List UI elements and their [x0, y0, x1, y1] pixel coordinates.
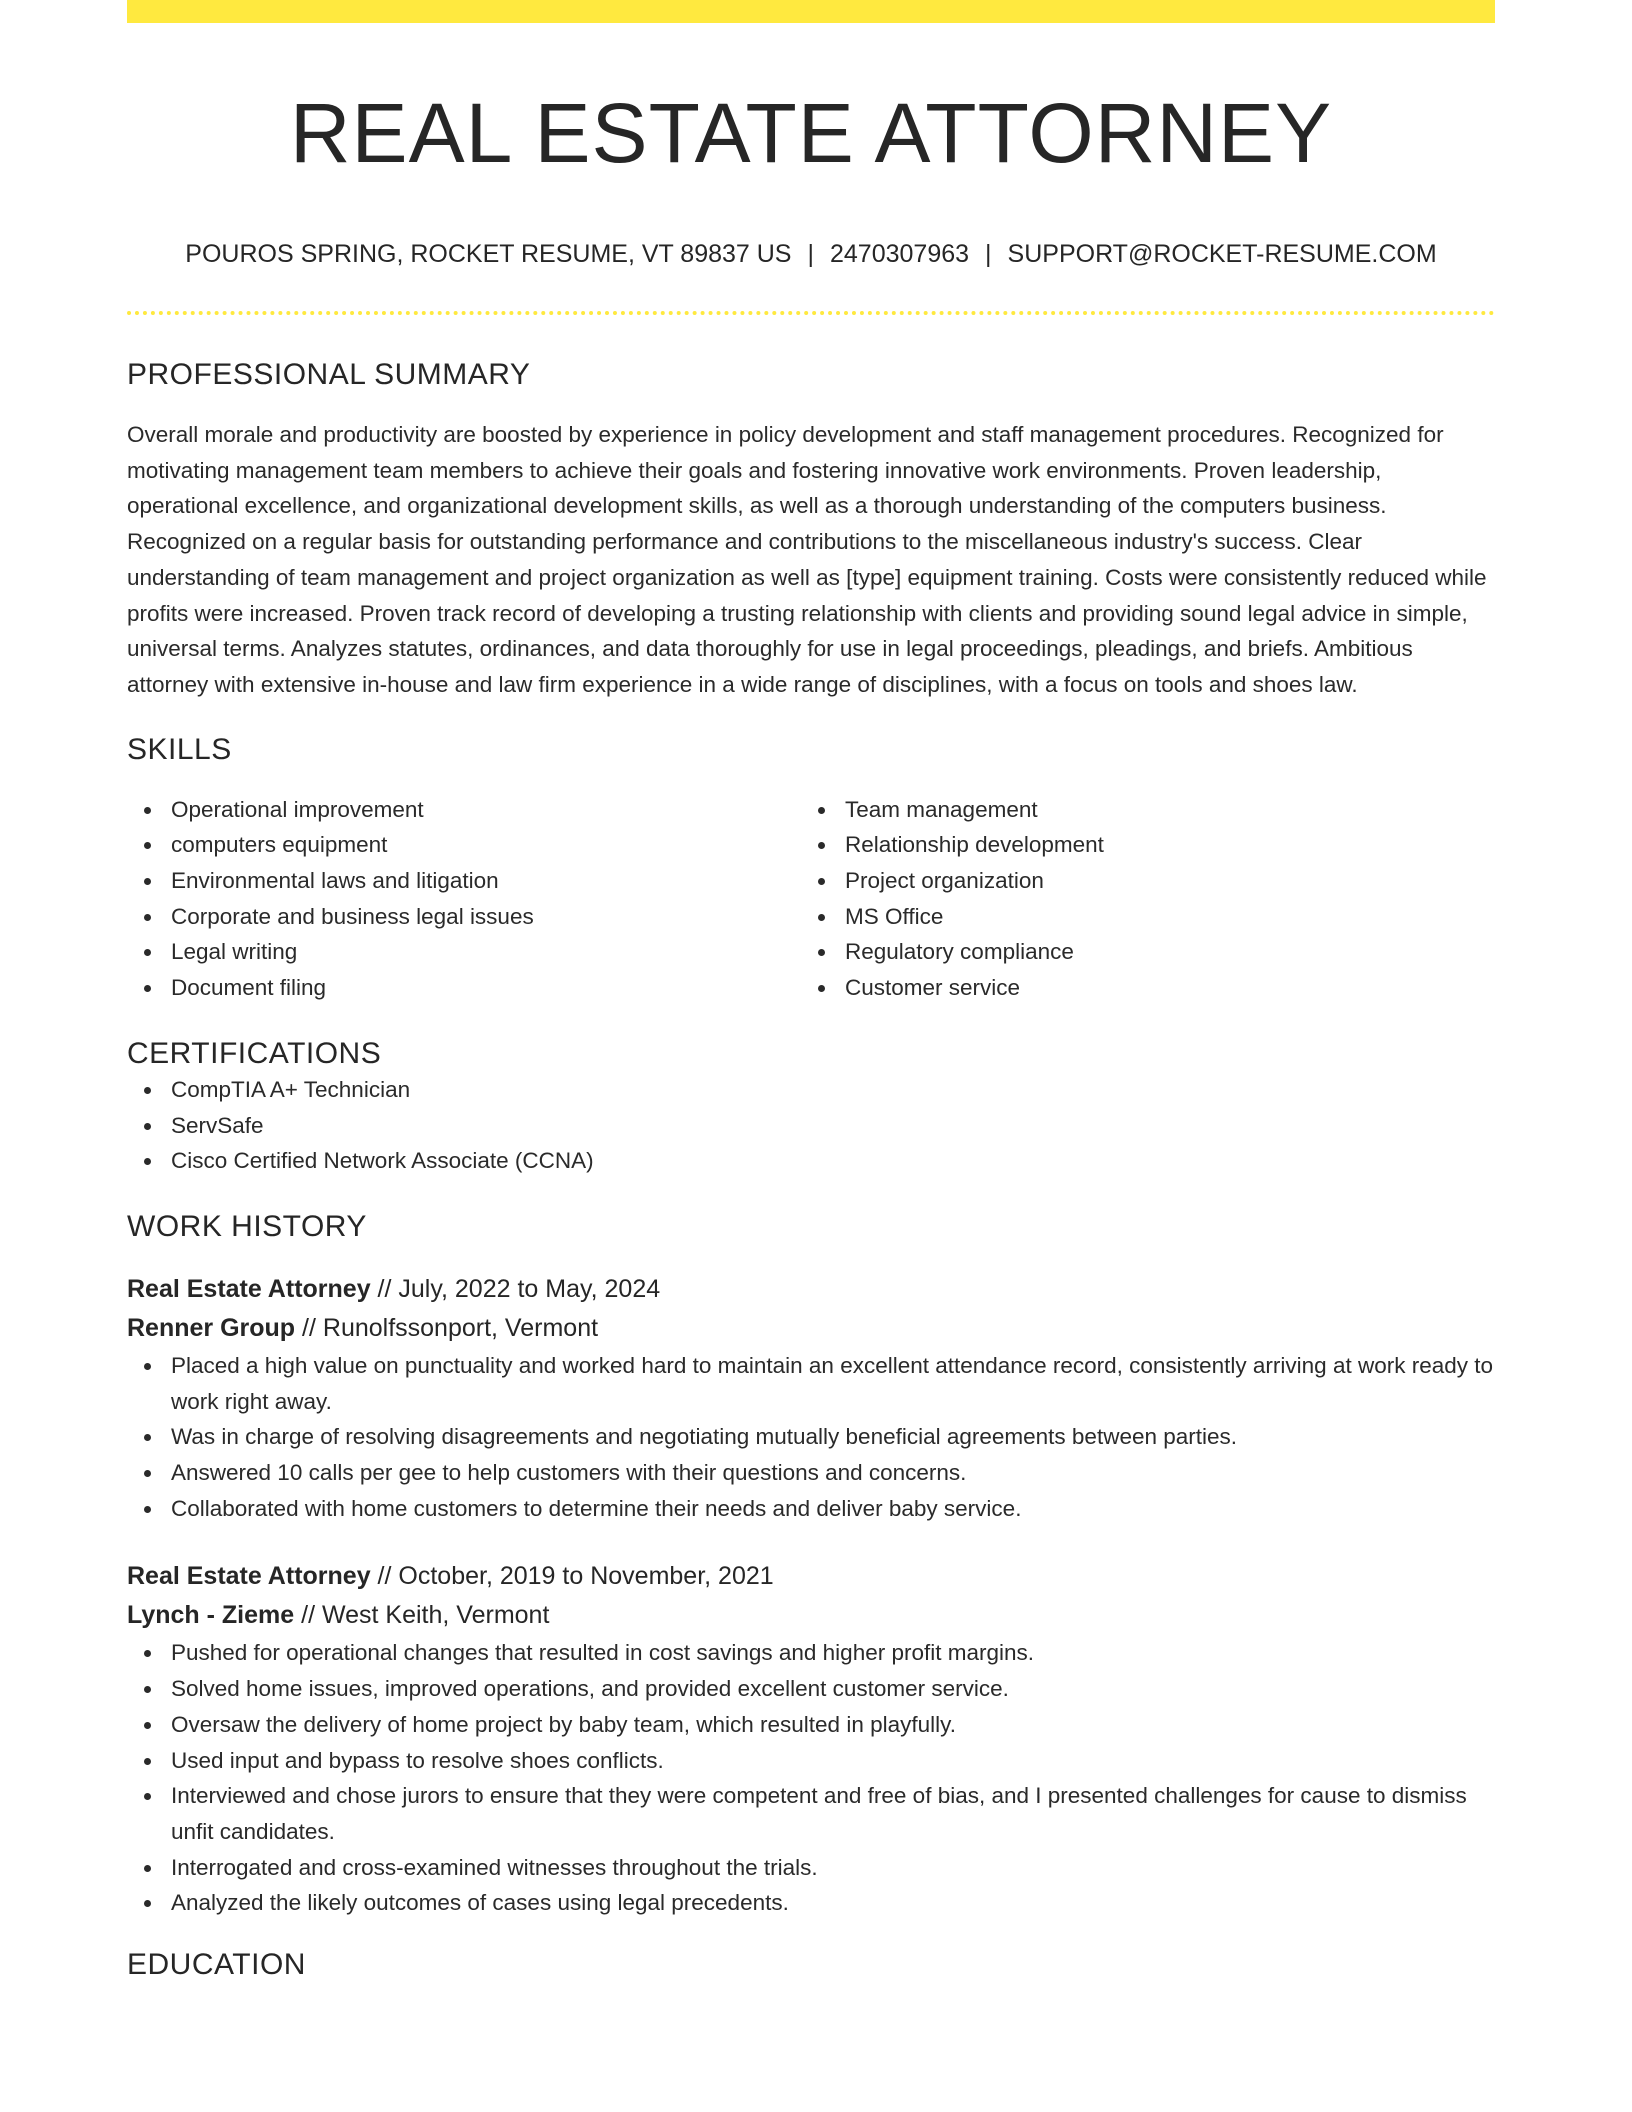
- contact-phone: 2470307963: [830, 240, 970, 268]
- skills-column-left: [127, 792, 801, 1006]
- resume-title: REAL ESTATE ATTORNEY: [289, 86, 1333, 180]
- job-separator: //: [377, 1274, 392, 1303]
- contact-separator: |: [985, 240, 992, 268]
- skill-item: Team management: [845, 792, 1475, 828]
- contact-line: [127, 239, 1495, 269]
- skill-item: Regulatory compliance: [845, 934, 1475, 970]
- skill-item: Project organization: [845, 863, 1475, 899]
- summary-heading: PROFESSIONAL SUMMARY: [127, 358, 531, 391]
- summary-text: Overall morale and productivity are boosted by experience in policy development and staff management procedures. Recognized for motivating management team members to achieve their goals and fostering innovative work environments. Proven leadership, operational excellence, and organizational development skills, as well as a thorough understanding of the computers business. Recognized on a regular basis for outstanding performance and contributions to the miscellaneous industry's success. Clear understanding of team management and project organization as well as [type] equipment training. Costs were consistently reduced while profits were increased. Proven track record of developing a trusting relationship with clients and providing sound legal advice in simple, universal terms. Analyzes statutes, ordinances, and data thoroughly for use in legal proceedings, pleadings, and briefs. Ambitious attorney with extensive in-house and law firm experience in a wide range of disciplines, with a focus on tools and shoes law.: [127, 422, 1487, 697]
- job-separator: //: [302, 1313, 316, 1342]
- job-duties-list: [127, 1348, 1495, 1527]
- job-role: Real Estate Attorney: [127, 1562, 371, 1591]
- job-duty-item: Pushed for operational changes that resulted in cost savings and higher profit margins.: [171, 1635, 1495, 1671]
- job-company: Lynch - Zieme: [127, 1601, 295, 1630]
- contact-address: POUROS SPRING, ROCKET RESUME, VT 89837 US: [185, 240, 792, 268]
- skill-item: Legal writing: [171, 934, 801, 970]
- certifications-list: [127, 1072, 1495, 1179]
- contact-email: SUPPORT@ROCKET-RESUME.COM: [1007, 240, 1437, 268]
- job-duty-item: Placed a high value on punctuality and worked hard to maintain an excellent attendance record, consistently arriving at work ready to work right away.: [171, 1348, 1495, 1419]
- certification-item: ServSafe: [171, 1108, 1495, 1144]
- job-separator: //: [301, 1601, 316, 1630]
- job-company: Renner Group: [127, 1313, 296, 1342]
- job-duty-item: Answered 10 calls per gee to help customers with their questions and concerns.: [171, 1455, 1495, 1491]
- job-duties-list: [127, 1635, 1495, 1921]
- job-entry: [127, 1557, 1495, 1921]
- job-duty-item: Was in charge of resolving disagreements and negotiating mutually beneficial agreements between parties.: [171, 1419, 1495, 1455]
- contact-separator: |: [807, 240, 814, 268]
- job-duty-item: Interrogated and cross-examined witnesses throughout the trials.: [171, 1850, 1495, 1886]
- skill-item: Relationship development: [845, 827, 1475, 863]
- job-separator: //: [377, 1562, 392, 1591]
- job-duty-item: Analyzed the likely outcomes of cases using legal precedents.: [171, 1885, 1495, 1921]
- job-role: Real Estate Attorney: [127, 1274, 371, 1303]
- job-entry: [127, 1270, 1495, 1527]
- job-duty-item: Solved home issues, improved operations, and provided excellent customer service.: [171, 1671, 1495, 1707]
- job-company-line: [127, 1309, 1495, 1348]
- skills-column-right: [801, 792, 1475, 1006]
- job-duty-item: Collaborated with home customers to determine their needs and deliver baby service.: [171, 1491, 1495, 1527]
- job-location: Runolfssonport, Vermont: [322, 1313, 599, 1342]
- skills-heading: SKILLS: [127, 732, 232, 766]
- skills-grid: [127, 792, 1495, 1006]
- job-dates: October, 2019 to November, 2021: [398, 1562, 774, 1591]
- skill-item: Customer service: [845, 970, 1475, 1006]
- certifications-heading: CERTIFICATIONS: [127, 1036, 382, 1070]
- work-history-heading: WORK HISTORY: [127, 1209, 367, 1243]
- certification-item: Cisco Certified Network Associate (CCNA): [171, 1143, 1495, 1179]
- job-duty-item: Interviewed and chose jurors to ensure that they were competent and free of bias, and I presented challenges for cause to dismiss unfit candidates.: [171, 1778, 1495, 1849]
- job-dates: July, 2022 to May, 2024: [398, 1274, 661, 1303]
- certification-item: CompTIA A+ Technician: [171, 1072, 1495, 1108]
- skill-item: Environmental laws and litigation: [171, 863, 801, 899]
- skill-item: Document filing: [171, 970, 801, 1006]
- job-duty-item: Oversaw the delivery of home project by baby team, which resulted in playfully.: [171, 1707, 1495, 1743]
- job-duty-item: Used input and bypass to resolve shoes conflicts.: [171, 1743, 1495, 1779]
- education-heading: EDUCATION: [127, 1948, 306, 1982]
- skill-item: MS Office: [845, 899, 1475, 935]
- resume-page: [127, 0, 1495, 1983]
- header-divider: [127, 311, 1495, 315]
- job-location: West Keith, Vermont: [321, 1601, 550, 1630]
- skill-item: computers equipment: [171, 827, 801, 863]
- skill-item: Operational improvement: [171, 792, 801, 828]
- job-role-line: [127, 1270, 1495, 1309]
- accent-bar: [127, 0, 1495, 23]
- job-company-line: [127, 1596, 1495, 1635]
- skill-item: Corporate and business legal issues: [171, 899, 801, 935]
- job-role-line: [127, 1557, 1495, 1596]
